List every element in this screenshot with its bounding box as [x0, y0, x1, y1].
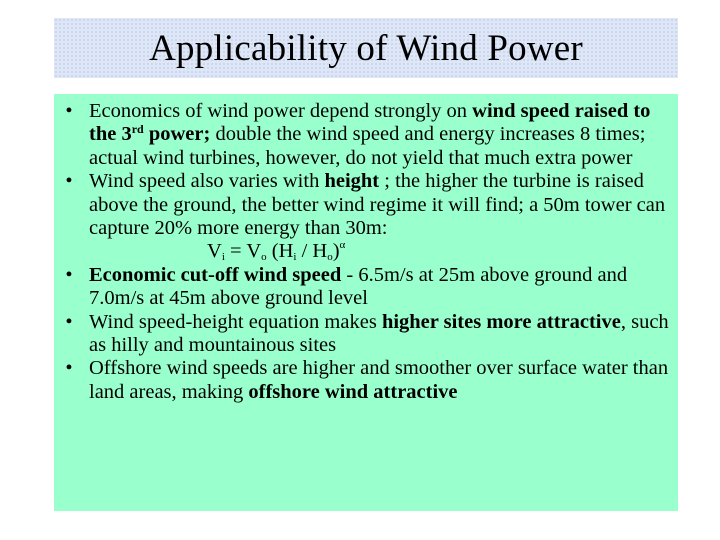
bullet-dot-icon: • [65, 170, 73, 193]
bullet-dot-icon: • [65, 357, 73, 380]
formula-subscript: i [293, 251, 297, 264]
bullet-bold-text: offshore wind attractive [248, 380, 458, 403]
formula-subscript: o [261, 251, 267, 264]
bullet-bold-text: Economic cut-off wind speed [89, 263, 342, 286]
slide-title: Applicability of Wind Power [149, 27, 583, 69]
bullet-text: Wind speed also varies with [89, 170, 325, 193]
formula-exponent: α [339, 239, 346, 252]
bullet-dot-icon: • [65, 310, 73, 333]
bullet-dot-icon: • [65, 100, 73, 122]
bullet-text: , such as hilly and mountainous sites [89, 310, 669, 357]
formula-part: V [207, 240, 222, 263]
formula-subscript: o [327, 251, 333, 264]
bullet-bold-text: higher sites more attractive [381, 310, 621, 333]
bullet-higher-sites [58, 311, 670, 358]
power-law-formula [89, 240, 670, 263]
bullet-bold-text: height [324, 170, 380, 193]
formula-subscript: i [221, 251, 225, 264]
bullet-offshore-wind [58, 357, 670, 404]
formula-part: ) [332, 240, 340, 263]
bullet-bold-text: power; [143, 123, 211, 146]
ordinal-superscript: rd [131, 122, 144, 137]
bullet-text: ; the higher the turbine is raised above the ground, the better wind regime it will find; a 50m tower can capture 20% more energy than 30m: [89, 170, 666, 240]
bullet-dot-icon: • [65, 263, 73, 286]
bullet-text: Offshore wind speeds are higher and smoother over surface water than land areas, making [89, 357, 669, 403]
formula-part: = V [224, 240, 262, 263]
bullet-text: Wind speed-height equation makes [89, 310, 382, 333]
formula-part: / H [296, 240, 328, 263]
bullet-cutoff-speed [58, 264, 670, 311]
bullet-height-variation [58, 170, 670, 264]
bullet-list [58, 100, 670, 404]
formula-part: (H [266, 240, 294, 263]
title-banner [54, 18, 678, 78]
content-panel [54, 94, 678, 511]
bullet-wind-speed-economics [58, 100, 670, 170]
bullet-text: - 6.5m/s at 25m above ground and 7.0m/s at 45m above ground level [89, 263, 628, 310]
bullet-text: Economics of wind power depend strongly on [89, 100, 473, 122]
bullet-text: double the wind speed and energy increases 8 times; actual wind turbines, however, do not yield that much extra power [89, 123, 646, 169]
bullet-bold-text: wind speed raised to the 3 [89, 100, 651, 146]
